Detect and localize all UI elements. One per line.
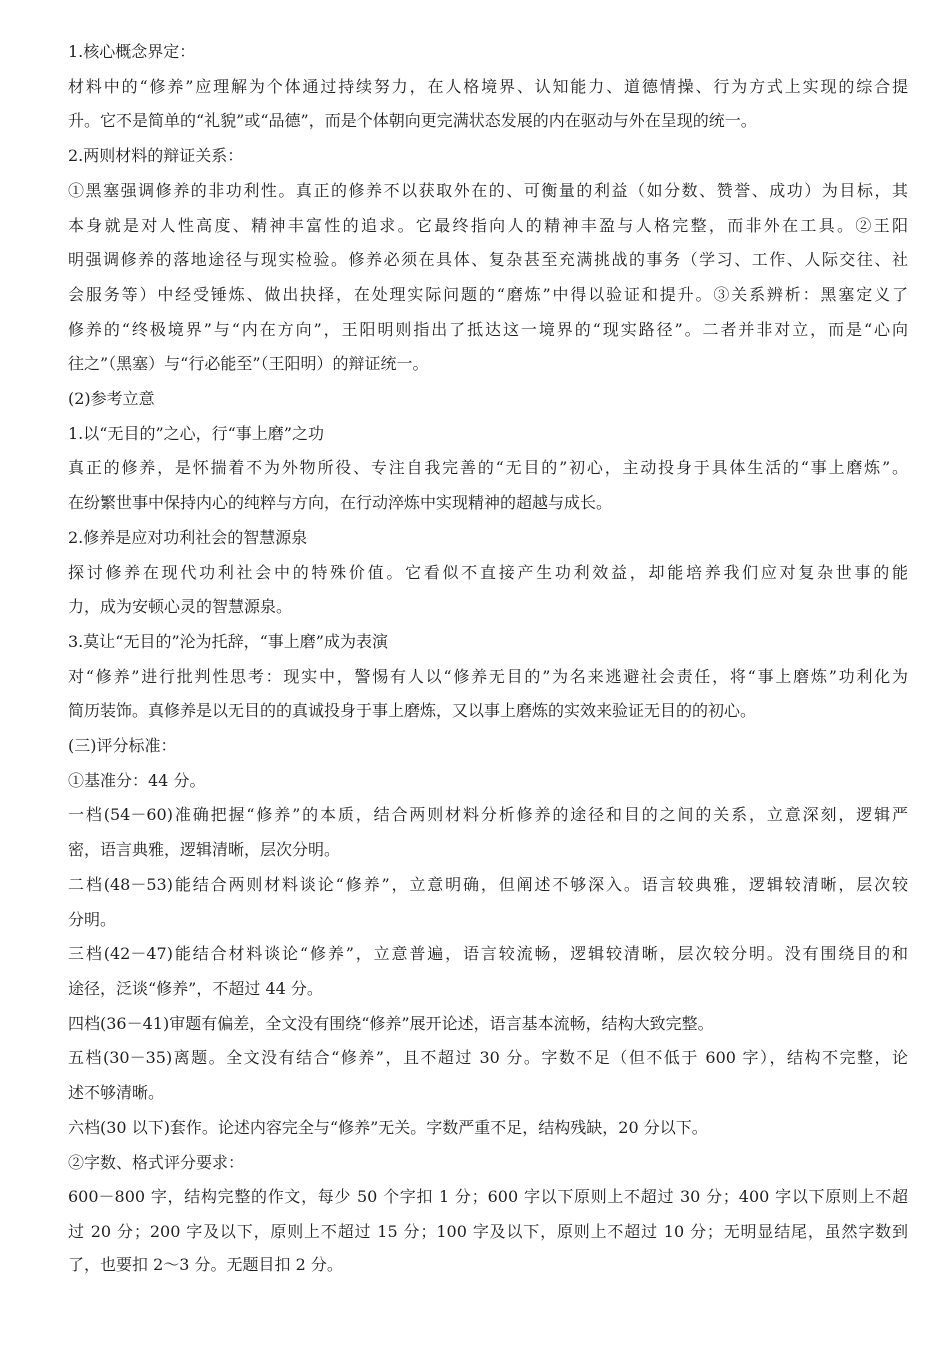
paragraph-line: 升。它不是简单的“礼貌”或“品德”，而是个体朝向更完满状态发展的内在驱动与外在呈现的统一。 (68, 111, 757, 131)
base-score: ①基准分：44 分。 (68, 770, 206, 790)
paragraph-line: 力，成为安顿心灵的智慧源泉。 (68, 597, 293, 617)
grade-5-line: 述不够清晰。 (68, 1083, 165, 1103)
word-count-line: 600－800 字，结构完整的作文，每少 50 个字扣 1 分；600 字以下原则上不超过 30 分；400 字以下原则上不超 (68, 1187, 908, 1207)
paragraph-line: 探讨修养在现代功利社会中的特殊价值。它看似不直接产生功利效益，却能培养我们应对复杂世事的能 (68, 562, 908, 582)
grade-3-line: 三档(42－47)能结合材料谈论“修养”，立意普遍，语言较流畅，逻辑较清晰，层次较分明。没有围绕目的和 (68, 944, 908, 964)
paragraph-line: 修养的“终极境界”与“内在方向”，王阳明则指出了抵达这一境界的“现实路径”。二者并非对立，而是“心向 (68, 319, 908, 339)
paragraph-line: 在纷繁世事中保持内心的纯粹与方向，在行动淬炼中实现精神的超越与成长。 (68, 493, 613, 513)
heading-theme-3: 3.莫让“无目的”沦为托辞，“事上磨”成为表演 (68, 631, 388, 651)
heading-theme-2: 2.修养是应对功利社会的智慧源泉 (68, 527, 308, 547)
paragraph-line: 明强调修养的落地途径与现实检验。修养必须在具体、复杂甚至充满挑战的事务（学习、工作、人际交往、社 (68, 250, 908, 270)
heading-reference-themes: (2)参考立意 (68, 389, 155, 409)
paragraph-line: ①黑塞强调修养的非功利性。真正的修养不以获取外在的、可衡量的利益（如分数、赞誉、成功）为目标，其 (68, 180, 908, 200)
grade-6-line: 六档(30 以下)套作。论述内容完全与“修养”无关。字数严重不足，结构残缺，20 分以下。 (68, 1117, 708, 1137)
paragraph-line: 材料中的“修养”应理解为个体通过持续努力，在人格境界、认知能力、道德情操、行为方式上实现的综合提 (68, 76, 908, 96)
heading-word-count-format: ②字数、格式评分要求： (68, 1152, 245, 1172)
paragraph-line: 会服务等）中经受锤炼、做出抉择，在处理实际问题的“磨炼”中得以验证和提升。③关系辨析：黑塞定义了 (68, 284, 908, 304)
grade-4-line: 四档(36－41)审题有偏差，全文没有围绕“修养”展开论述，语言基本流畅，结构大致完整。 (68, 1013, 714, 1033)
grade-2-line: 二档(48－53)能结合两则材料谈论“修养”，立意明确，但阐述不够深入。语言较典雅，逻辑较清晰，层次较 (68, 874, 908, 894)
paragraph-line: 真正的修养，是怀揣着不为外物所役、专注自我完善的“无目的”初心，主动投身于具体生活的“事上磨炼”。 (68, 458, 908, 478)
grade-2-line: 分明。 (68, 909, 117, 929)
grade-1-line: 一档(54－60)准确把握“修养”的本质，结合两则材料分析修养的途径和目的之间的关系，立意深刻，逻辑严 (68, 805, 908, 825)
heading-dialectic-relation: 2.两则材料的辩证关系： (68, 146, 244, 166)
paragraph-line: 简历装饰。真修养是以无目的的真诚投身于事上磨炼，又以事上磨炼的实效来验证无目的的初心。 (68, 701, 757, 721)
word-count-line-cut: 了，也要扣 2～3 分。无题目扣 2 分。 (68, 1254, 343, 1274)
paragraph-line: 本身就是对人性高度、精神丰富性的追求。它最终指向人的精神丰盈与人格完整，而非外在工具。②王阳 (68, 215, 908, 235)
grade-5-line: 五档(30－35)离题。全文没有结合“修养”，且不超过 30 分。字数不足（但不低于 600 字），结构不完整，论 (68, 1048, 908, 1068)
paragraph-line: 往之”（黑塞）与“行必能至”（王阳明）的辩证统一。 (68, 354, 429, 374)
paragraph-line: 对“修养”进行批判性思考：现实中，警惕有人以“修养无目的”为名来逃避社会责任，将“事上磨炼”功利化为 (68, 666, 908, 686)
word-count-line: 过 20 分；200 字及以下，原则上不超过 15 分；100 字及以下，原则上不超过 10 分；无明显结尾，虽然字数到 (68, 1221, 908, 1241)
heading-scoring-criteria: (三)评分标准： (68, 736, 177, 756)
grade-3-line: 途径，泛谈“修养”，不超过 44 分。 (68, 978, 323, 998)
heading-core-concept: 1.核心概念界定： (68, 42, 196, 61)
grade-1-line: 密，语言典雅，逻辑清晰，层次分明。 (68, 840, 341, 860)
heading-theme-1: 1.以“无目的”之心，行“事上磨”之功 (68, 423, 324, 443)
